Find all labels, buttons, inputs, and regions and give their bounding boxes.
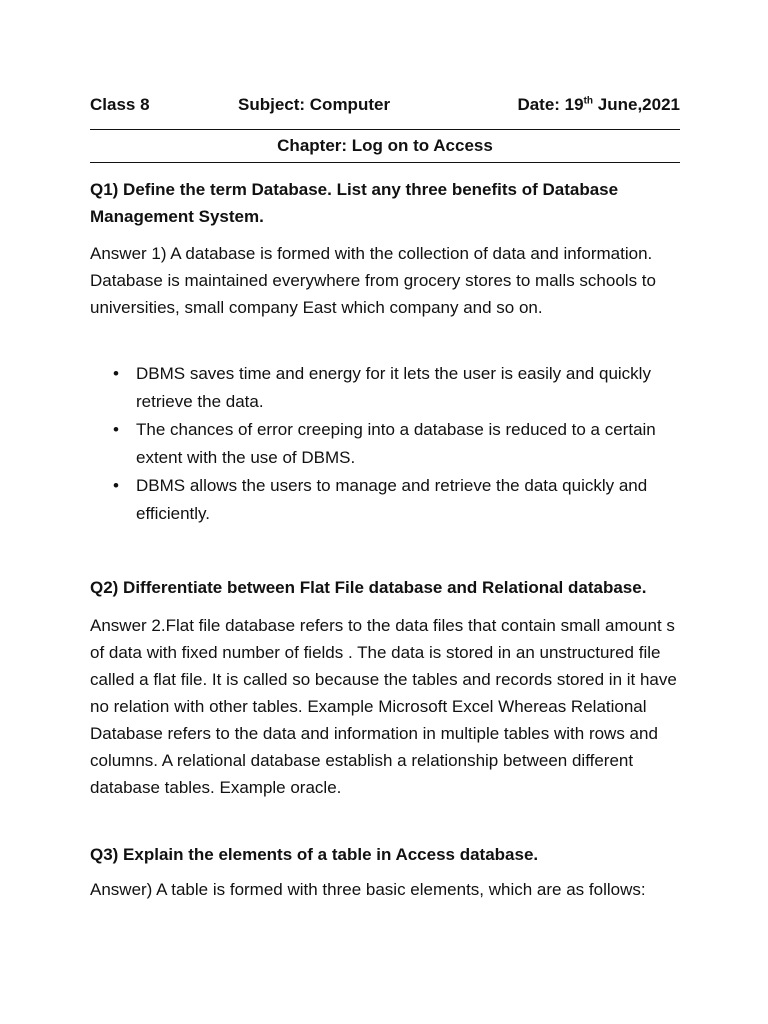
date-superscript: th bbox=[583, 95, 594, 107]
list-item-text: DBMS allows the users to manage and retrieve the data quickly and efficiently. bbox=[136, 476, 648, 523]
header-rule-bottom bbox=[90, 162, 680, 163]
q1-benefits-list bbox=[90, 360, 680, 528]
q3-answer: Answer) A table is formed with three basic elements, which are as follows: bbox=[90, 880, 646, 899]
q2-question: Q2) Differentiate between Flat File database and Relational database. bbox=[90, 578, 647, 597]
date-label bbox=[517, 95, 680, 115]
q3-question: Q3) Explain the elements of a table in Access database. bbox=[90, 845, 539, 864]
list-item bbox=[90, 360, 680, 416]
bullet-icon: • bbox=[113, 420, 119, 439]
class-label: Class 8 bbox=[90, 95, 150, 114]
bullet-icon: • bbox=[113, 476, 119, 495]
date-prefix: Date: 19 bbox=[517, 95, 584, 114]
list-item bbox=[90, 472, 680, 528]
list-item bbox=[90, 416, 680, 472]
header-row bbox=[90, 95, 680, 119]
subject-label: Subject: Computer bbox=[238, 95, 391, 114]
document-page bbox=[90, 0, 680, 1024]
list-item-text: DBMS saves time and energy for it lets the user is easily and quickly retrieve the data. bbox=[136, 364, 651, 411]
list-item-text: The chances of error creeping into a database is reduced to a certain extent with the use of DBMS. bbox=[136, 420, 656, 467]
q1-question: Q1) Define the term Database. List any three benefits of Database Management System. bbox=[90, 180, 619, 226]
chapter-title: Chapter: Log on to Access bbox=[277, 136, 493, 155]
q1-answer: Answer 1) A database is formed with the collection of data and information. Database is maintained everywhere from grocery stores to malls schools to universities, small company East which company and so on. bbox=[90, 244, 656, 317]
bullet-icon: • bbox=[113, 364, 119, 383]
q2-answer: Answer 2.Flat file database refers to the data files that contain small amount s of data with fixed number of fields . The data is stored in an unstructured file called a flat file. It is called so because the tables and records stored in it have no relation with other tables. Example Microsoft Excel Whereas Relational Database refers to the data and information in multiple tables with rows and columns. A relational database establish a relationship between different database tables. Example oracle. bbox=[90, 616, 677, 797]
header-rule-top bbox=[90, 129, 680, 130]
date-suffix: June,2021 bbox=[593, 95, 680, 114]
